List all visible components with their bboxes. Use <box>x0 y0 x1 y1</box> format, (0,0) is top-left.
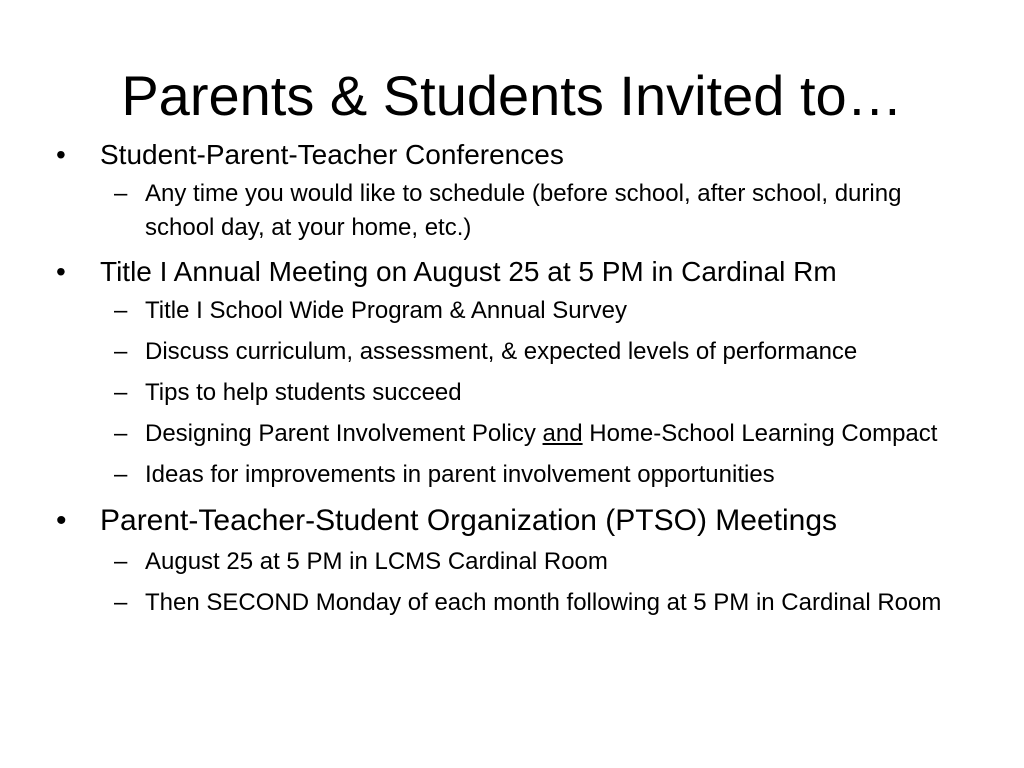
sub-text-after: Home-School Learning Compact <box>582 420 938 447</box>
sub-item <box>100 177 976 245</box>
sub-text: Title I School Wide Program & Annual Survey <box>145 297 627 324</box>
sub-list <box>56 294 976 492</box>
bullet-item <box>56 135 976 175</box>
underlined-word: and <box>542 420 583 447</box>
sub-text: Any time you would like to schedule (before school, after school, during school day, at your home, etc.) <box>145 180 902 241</box>
bullet-text: Parent-Teacher-Student Organization (PTSO) Meetings <box>100 504 838 537</box>
bullet-text: Student-Parent-Teacher Conferences <box>100 139 564 170</box>
sub-text <box>145 420 937 447</box>
dash-icon: – <box>114 420 128 447</box>
sub-item <box>100 545 976 579</box>
bullet-item <box>56 252 976 292</box>
dash-icon: – <box>114 379 128 406</box>
sub-item <box>100 376 976 410</box>
dash-icon: – <box>114 338 128 365</box>
sub-item <box>100 417 976 451</box>
sub-text-before: Designing Parent Involvement Policy <box>145 420 543 447</box>
dash-icon: – <box>114 180 128 207</box>
sub-list <box>56 545 976 620</box>
sub-text: August 25 at 5 PM in LCMS Cardinal Room <box>145 548 608 575</box>
sub-item <box>100 335 976 369</box>
sub-item <box>100 458 976 492</box>
bullet-text: Title I Annual Meeting on August 25 at 5 PM in Cardinal Rm <box>100 256 837 287</box>
sub-item <box>100 586 976 620</box>
bullet-item <box>56 499 976 543</box>
sub-item <box>100 294 976 328</box>
bullet-list <box>56 135 976 627</box>
sub-text: Tips to help students succeed <box>145 379 462 406</box>
sub-text: Ideas for improvements in parent involvement opportunities <box>145 461 775 488</box>
sub-text: Then SECOND Monday of each month following at 5 PM in Cardinal Room <box>145 589 942 616</box>
bullet-icon: • <box>56 139 66 170</box>
dash-icon: – <box>114 589 128 616</box>
sub-text: Discuss curriculum, assessment, & expected levels of performance <box>145 338 858 365</box>
bullet-icon: • <box>56 504 67 537</box>
slide-title: Parents & Students Invited to… <box>121 64 903 127</box>
bullet-icon: • <box>56 256 66 287</box>
dash-icon: – <box>114 297 128 324</box>
dash-icon: – <box>114 461 128 488</box>
dash-icon: – <box>114 548 128 575</box>
sub-list <box>56 177 976 245</box>
